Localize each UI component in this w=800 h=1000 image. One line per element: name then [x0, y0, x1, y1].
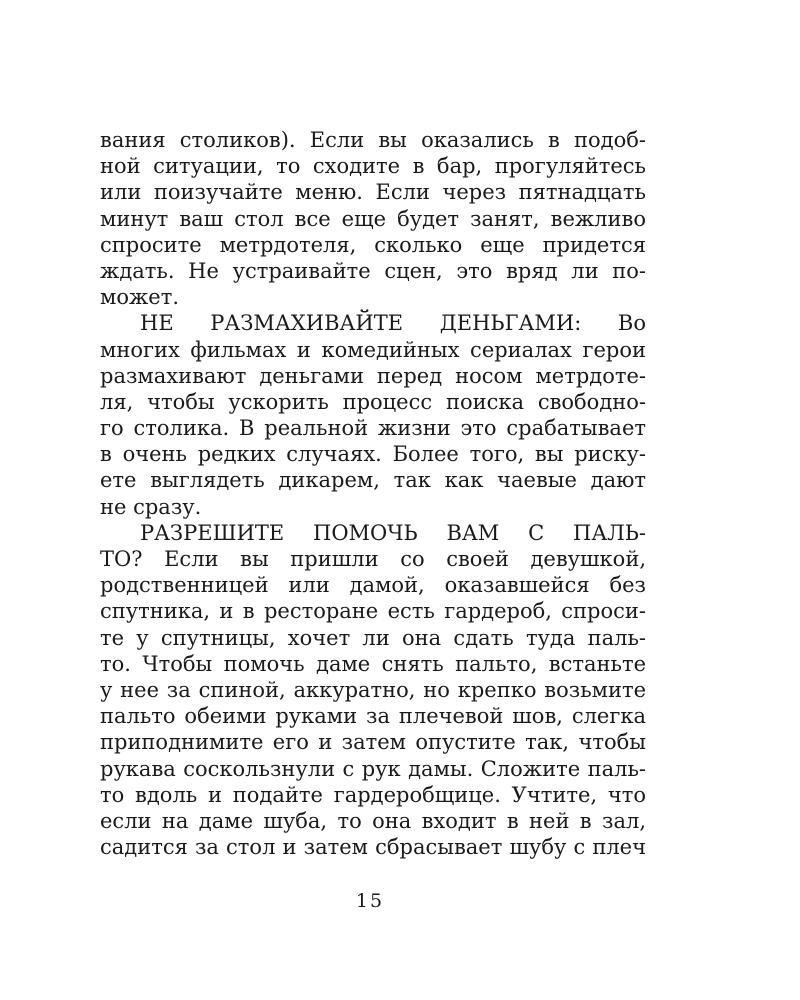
text-line: РАЗРЕШИТЕ ПОМОЧЬ ВАМ С ПАЛЬ- [140, 520, 646, 545]
body-text [100, 127, 646, 860]
text-line: вания столиков). Если вы оказались в подоб- [100, 128, 646, 152]
text-line: рукава соскользнули с рук дамы. Сложите паль- [100, 756, 646, 781]
text-line: не сразу. [100, 494, 202, 519]
text-line: садится за стол и затем сбрасывает шубу с плеч [100, 835, 646, 860]
text-line: родственницей или дамой, оказавшейся без [100, 573, 646, 598]
text-line: ете выглядеть дикарем, так как чаевые дают [100, 468, 646, 493]
text-line: то вдоль и подайте гардеробщице. Учтите, что [100, 782, 646, 807]
text-line: пальто обеими руками за плечевой шов, слегка [100, 704, 646, 729]
text-line: у нее за спиной, аккуратно, но крепко возьмите [100, 677, 646, 702]
text-line: минут ваш стол все еще будет занят, вежливо [100, 206, 646, 231]
text-line: ждать. Не устраивайте сцен, это вряд ли по- [100, 258, 646, 283]
text-line: НЕ РАЗМАХИВАЙТЕ ДЕНЬГАМИ: Во [140, 311, 646, 336]
text-line: го столика. В реальной жизни это срабатывает [100, 416, 646, 441]
text-line: приподнимите его и затем опустите так, чтобы [100, 730, 646, 755]
text-line: спросите метрдотеля, сколько еще придется [100, 232, 646, 257]
text-line: если на даме шуба, то она входит в ней в зал, [100, 808, 646, 833]
text-line: ля, чтобы ускорить процесс поиска свободно- [100, 389, 646, 414]
text-line: те у спутницы, хочет ли она сдать туда паль- [100, 625, 646, 650]
text-line: в очень редких случаях. Более того, вы риску- [100, 442, 646, 467]
text-line: ТО? Если вы пришли со своей девушкой, [100, 547, 646, 571]
page-number: 15 [355, 890, 385, 912]
text-line: ной ситуации, то сходите в бар, прогуляйтесь [100, 154, 646, 179]
text-line: многих фильмах и комедийных сериалах герои [100, 337, 646, 362]
text-line: или поизучайте меню. Если через пятнадцать [100, 180, 646, 205]
text-line: спутника, и в ресторане есть гардероб, спроси- [100, 599, 646, 624]
text-line: то. Чтобы помочь даме снять пальто, встаньте [100, 651, 646, 676]
text-line: размахивают деньгами перед носом метрдоте- [100, 363, 646, 388]
text-line: может. [100, 285, 180, 310]
